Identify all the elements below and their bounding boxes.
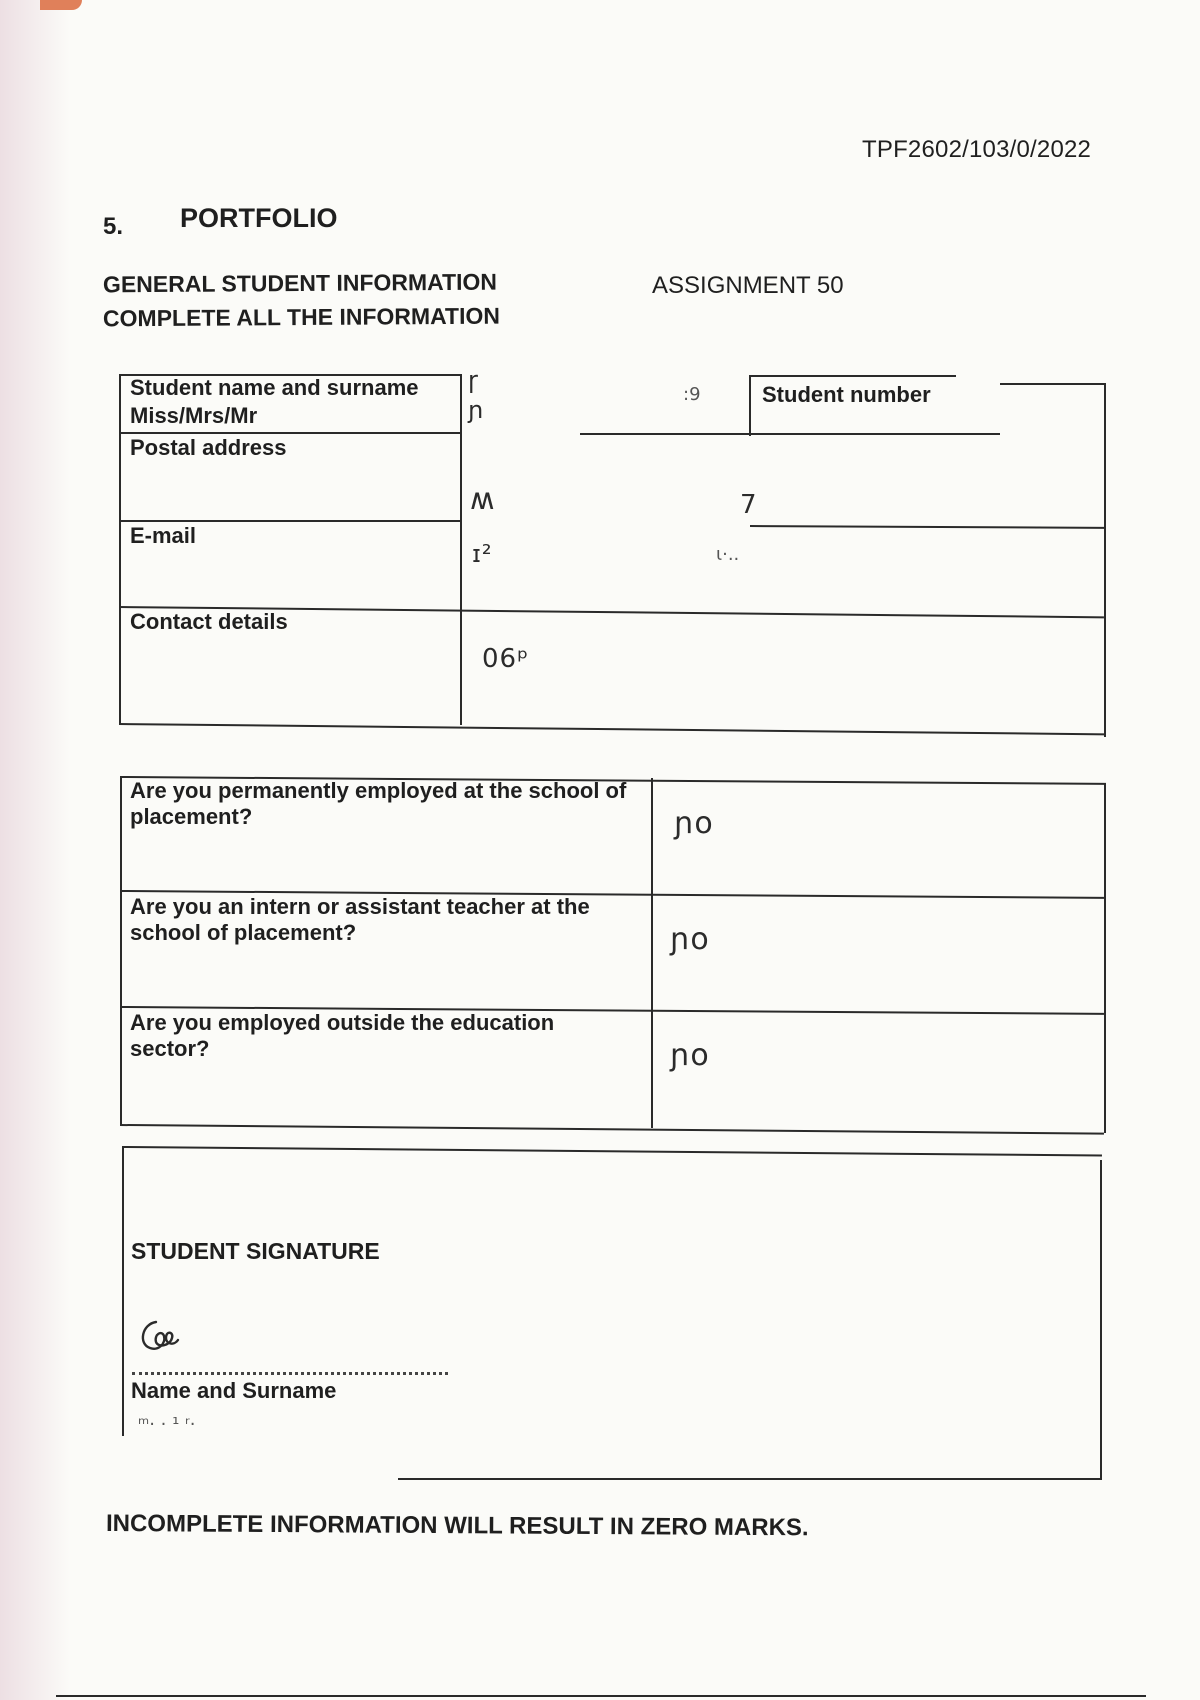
- sig-border-right: [1100, 1160, 1102, 1480]
- assignment-label: ASSIGNMENT 50: [652, 272, 844, 299]
- emp-column-divider: [651, 778, 653, 1128]
- emp-border-right: [1104, 783, 1106, 1133]
- answer-permanently-employed: ɲo: [674, 806, 714, 841]
- title-label: Miss/Mrs/Mr: [130, 403, 258, 428]
- incomplete-info-warning: INCOMPLETE INFORMATION WILL RESULT IN ZERO MARKS.: [105, 1510, 809, 1542]
- name-and-surname-label: Name and Surname: [131, 1378, 337, 1403]
- handwritten-name-line2: ɲ: [468, 396, 485, 424]
- answer-outside-education: ɲo: [670, 1038, 710, 1073]
- bottom-page-line: [56, 1695, 1146, 1697]
- name-row-divider-left: [119, 432, 460, 434]
- student-name-label: Student name and surname: [130, 375, 419, 400]
- handwritten-signature-name: ᵐ· · ¹ ʳ·: [138, 1414, 196, 1435]
- emp-border-bottom: [120, 1124, 1104, 1135]
- emp-border-left: [120, 776, 122, 1126]
- table-label-column-divider: [460, 374, 462, 725]
- question-outside-education: Are you employed outside the education sector?: [130, 1010, 555, 1061]
- contact-details-label: Contact details: [130, 609, 288, 634]
- student-number-divider: [749, 375, 751, 436]
- table-border-top-right: [750, 375, 956, 377]
- student-signature-label: STUDENT SIGNATURE: [131, 1238, 380, 1264]
- answer-intern-assistant: ɲo: [670, 922, 710, 957]
- email-label: E-mail: [130, 523, 197, 548]
- table-border-bottom: [119, 723, 1106, 735]
- document-code: TPF2602/103/0/2022: [862, 136, 1092, 163]
- table-border-left: [119, 374, 121, 725]
- sig-border-top: [122, 1146, 1102, 1157]
- handwritten-email-1: ɪ²: [472, 540, 493, 568]
- section-title: PORTFOLIO: [180, 203, 338, 233]
- name-row-divider-right: [580, 433, 1000, 435]
- table-border-right: [1104, 384, 1106, 737]
- signature-mark: [136, 1316, 186, 1356]
- student-number-label: Student number: [762, 382, 931, 407]
- sig-border-bottom: [398, 1478, 1102, 1480]
- handwritten-postal-2: 7: [740, 490, 758, 520]
- page-edge-shadow: [0, 0, 70, 1700]
- handwritten-number-fragment: :9: [683, 384, 701, 405]
- handwritten-name-line1: ɼ: [468, 366, 479, 394]
- handwritten-contact: 06ᵖ: [482, 644, 530, 674]
- signature-dotted-line: [132, 1372, 448, 1375]
- handwritten-email-2: ι·..: [716, 544, 740, 565]
- handwritten-postal-1: ʍ: [470, 482, 496, 517]
- postal-row-divider-right: [750, 525, 1104, 529]
- question-permanently-employed: Are you permanently employed at the school of placement?: [130, 778, 627, 829]
- complete-info-heading: COMPLETE ALL THE INFORMATION: [102, 302, 501, 332]
- corner-mark: [40, 0, 82, 10]
- postal-address-label: Postal address: [130, 435, 287, 460]
- general-info-heading: GENERAL STUDENT INFORMATION: [102, 268, 498, 298]
- postal-row-divider: [119, 520, 460, 522]
- table-border-top-far: [1000, 383, 1106, 385]
- sig-border-left: [122, 1146, 124, 1436]
- question-intern-assistant: Are you an intern or assistant teacher at the school of placement?: [130, 894, 590, 945]
- section-number: 5.: [103, 213, 124, 240]
